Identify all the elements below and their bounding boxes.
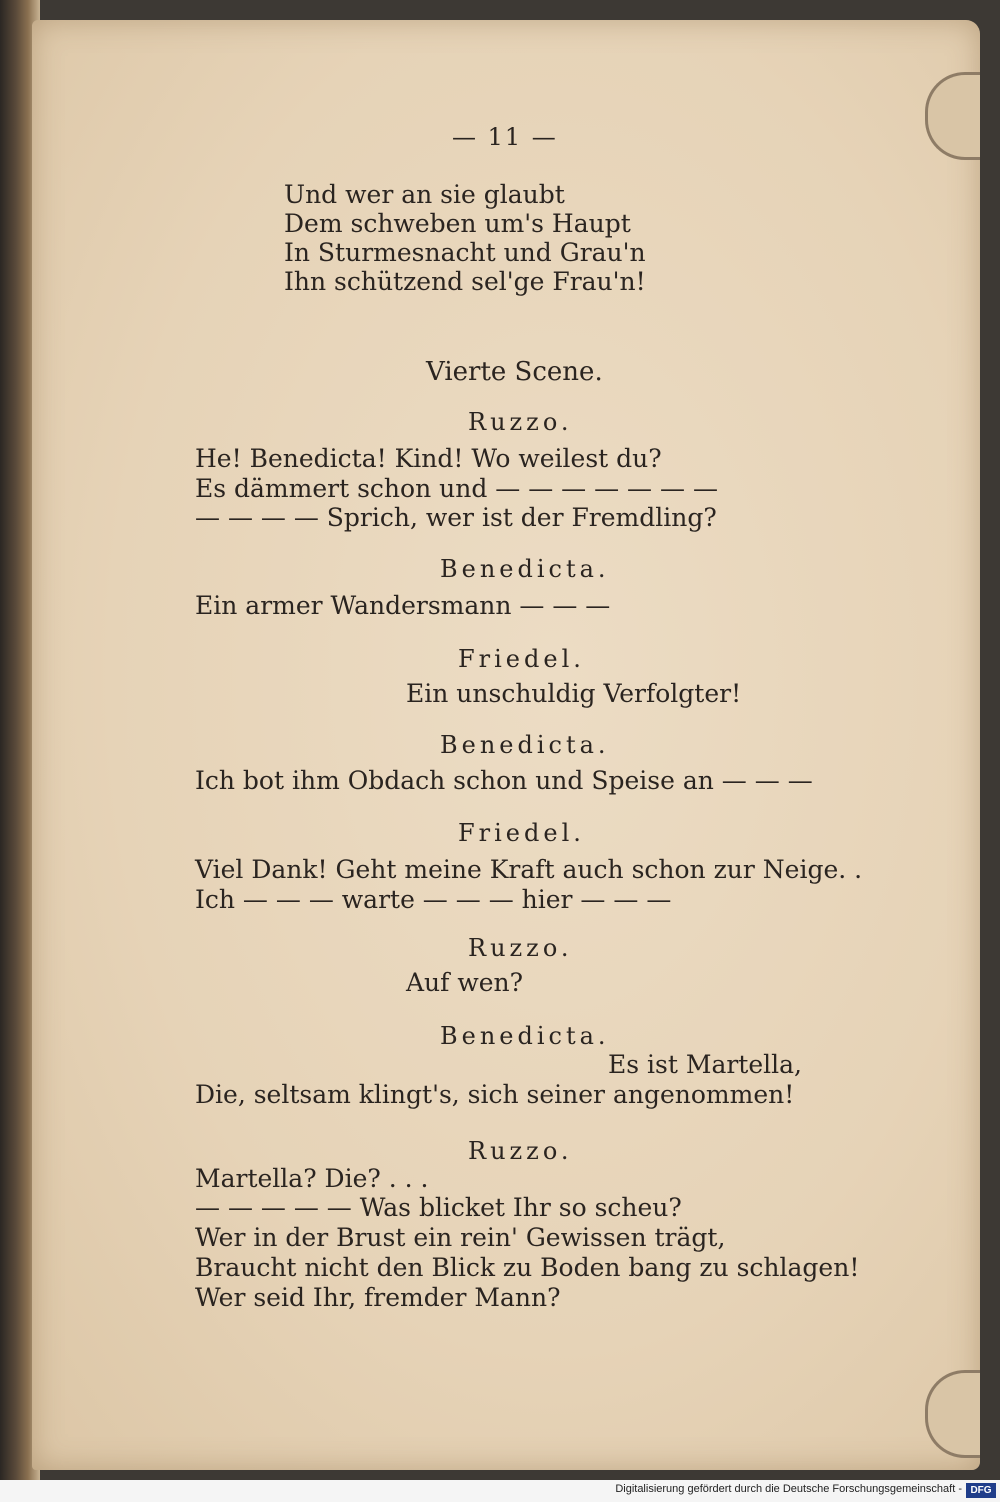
dialogue-line: — — — — — Was blicket Ihr so scheu? [195, 1193, 682, 1222]
verse-line: Ihn schützend sel'ge Frau'n! [284, 267, 646, 296]
dialogue-line: Braucht nicht den Blick zu Boden bang zu schlagen! [195, 1253, 860, 1282]
scene-title: Vierte Scene. [426, 357, 603, 387]
dialogue-line: Ich — — — warte — — — hier — — — [195, 885, 672, 914]
speaker-name: Ruzzo. [468, 408, 573, 436]
dialogue-line: Es ist Martella, [608, 1050, 802, 1079]
dialogue-line: Martella? Die? . . . [195, 1164, 429, 1193]
dialogue-line: Die, seltsam klingt's, sich seiner angenommen! [195, 1080, 795, 1109]
dialogue-line: He! Benedicta! Kind! Wo weilest du? [195, 444, 662, 473]
speaker-name: Friedel. [458, 645, 585, 673]
dialogue-line: Es dämmert schon und — — — — — — — [195, 474, 718, 503]
speaker-name: Benedicta. [440, 1022, 610, 1050]
dfg-logo: DFG [966, 1483, 996, 1498]
verse-line: Und wer an sie glaubt [284, 180, 565, 209]
speaker-name: Friedel. [458, 819, 585, 847]
dialogue-line: — — — — Sprich, wer ist der Fremdling? [195, 503, 717, 532]
dialogue-line: Ein unschuldig Verfolgter! [406, 679, 742, 708]
footer-credit: Digitalisierung gefördert durch die Deutsche Forschungsgemeinschaft - [615, 1483, 962, 1495]
dialogue-line: Ich bot ihm Obdach schon und Speise an — — — [195, 766, 813, 795]
page-number: — 11 — [452, 123, 558, 151]
dialogue-line: Wer in der Brust ein rein' Gewissen trägt, [195, 1223, 726, 1252]
dialogue-line: Wer seid Ihr, fremder Mann? [195, 1283, 561, 1312]
speaker-name: Ruzzo. [468, 1137, 573, 1165]
dialogue-line: Viel Dank! Geht meine Kraft auch schon zur Neige. . [195, 855, 863, 884]
speaker-name: Ruzzo. [468, 934, 573, 962]
verse-line: In Sturmesnacht und Grau'n [284, 238, 646, 267]
dialogue-line: Auf wen? [406, 968, 524, 997]
speaker-name: Benedicta. [440, 555, 610, 583]
speaker-name: Benedicta. [440, 731, 610, 759]
dialogue-line: Ein armer Wandersmann — — — [195, 591, 611, 620]
verse-line: Dem schweben um's Haupt [284, 209, 631, 238]
digitization-footer [0, 1480, 1000, 1502]
